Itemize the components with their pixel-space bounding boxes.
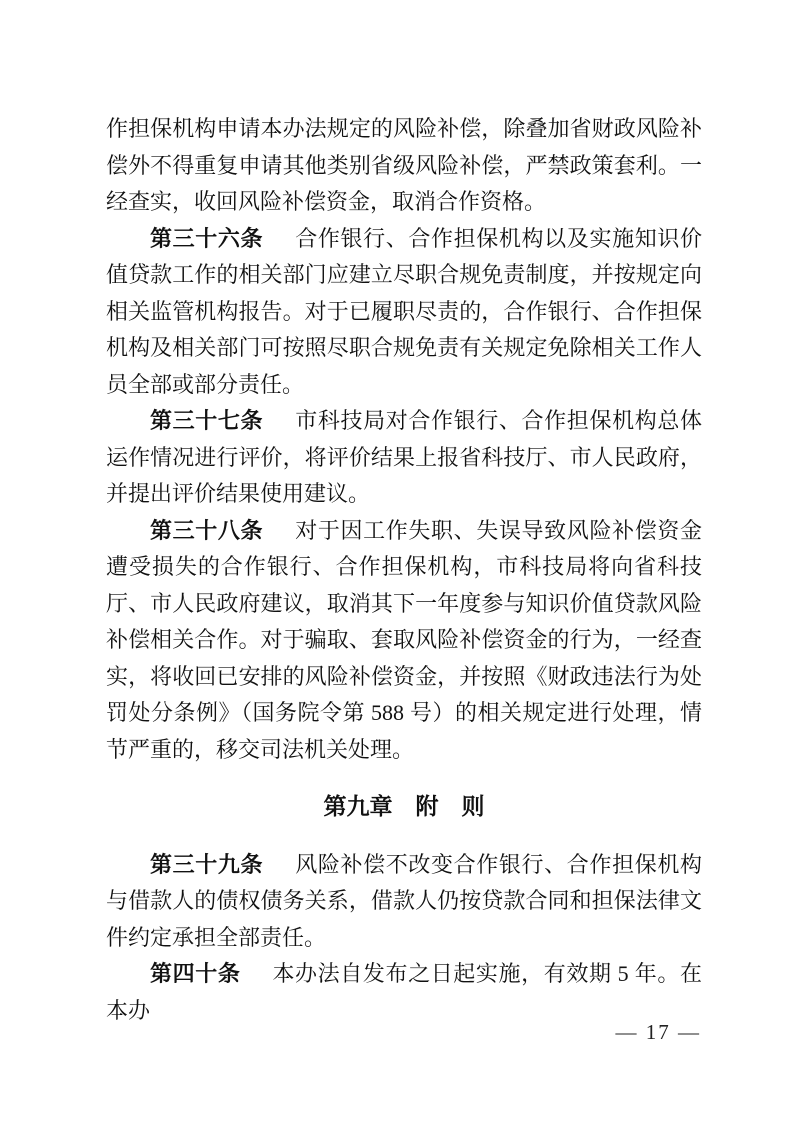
article-39-paragraph — [106, 847, 702, 957]
article-37-text: 市科技局对合作银行、合作担保机构总体运作情况进行评价，将评价结果上报省科技厅、市人民政府，并提出评价结果使用建议。 — [106, 408, 702, 506]
article-36-paragraph — [106, 221, 702, 404]
article-40-paragraph — [106, 956, 702, 1029]
article-38-paragraph — [106, 513, 702, 769]
article-38-text: 对于因工作失职、失误导致风险补偿资金遭受损失的合作银行、合作担保机构，市科技局将向省科技厅、市人民政府建议，取消其下一年度参与知识价值贷款风险补偿相关合作。对于骗取、套取风险补偿资金的行为，一经查实，将收回已安排的风险补偿资金，并按照《财政违法行为处罚处分条例》（国务院令第 588 号）的相关规定进行处理，情节严重的，移交司法机关处理。 — [106, 517, 702, 762]
article-39-text: 风险补偿不改变合作银行、合作担保机构与借款人的债权债务关系，借款人仍按贷款合同和担保法律文件约定承担全部责任。 — [106, 851, 702, 950]
page-number: — 17 — — [615, 1020, 701, 1044]
chapter-heading: 第九章 附 则 — [323, 793, 485, 819]
paragraph-continuation — [106, 111, 702, 221]
article-37-label: 第三十七条 — [150, 408, 264, 433]
paragraph-continuation-text: 作担保机构申请本办法规定的风险补偿，除叠加省财政风险补偿外不得重复申请其他类别省级风险补偿，严禁政策套利。一经查实，收回风险补偿资金，取消合作资格。 — [106, 116, 702, 214]
document-body — [106, 111, 702, 1029]
article-38-label: 第三十八条 — [150, 517, 264, 543]
article-39-label: 第三十九条 — [150, 851, 264, 877]
article-36-label: 第三十六条 — [150, 225, 264, 251]
page-footer — [616, 1020, 702, 1044]
article-37-paragraph — [106, 403, 702, 513]
article-36-text: 合作银行、合作担保机构以及实施知识价值贷款工作的相关部门应建立尽职合规免责制度，并按规定向相关监管机构报告。对于已履职尽责的，合作银行、合作担保机构及相关部门可按照尽职合规免责有关规定免除相关工作人员全部或部分责任。 — [106, 225, 702, 397]
article-40-label: 第四十条 — [150, 961, 241, 986]
article-40-text: 本办法自发布之日起实施，有效期 5 年。在本办 — [106, 961, 702, 1023]
